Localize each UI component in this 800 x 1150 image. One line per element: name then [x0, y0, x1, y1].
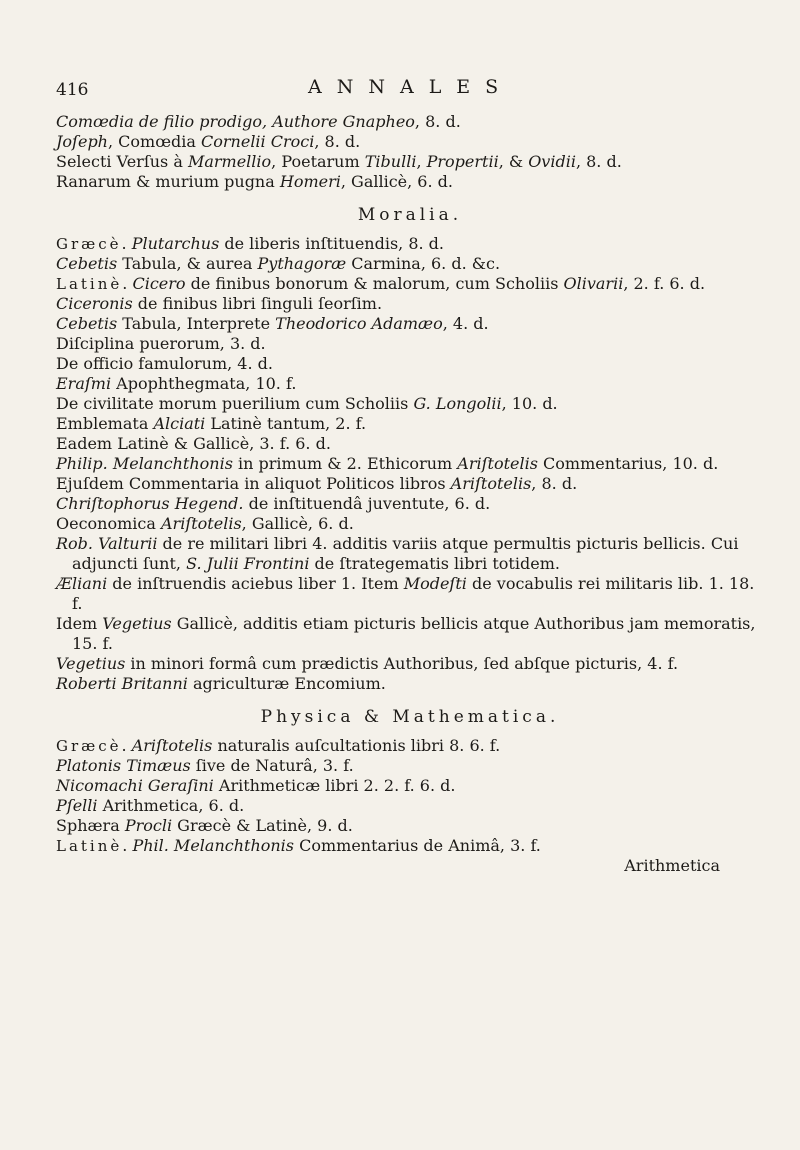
catalog-entry	[56, 614, 764, 654]
page-header	[56, 76, 740, 102]
page-number: 416	[56, 80, 89, 100]
catalog-entry	[56, 514, 764, 534]
catalog-entry	[56, 414, 764, 434]
catalog-entry	[56, 334, 764, 354]
italic-text: Plutarchus	[131, 234, 220, 253]
italic-text: Ariſtotelis	[450, 474, 532, 493]
entry-text: de liberis inſtituendis, 8. d.	[219, 234, 445, 253]
entry-text: Oeconomica	[56, 514, 161, 533]
language-label: Latinè	[56, 275, 123, 293]
catalog-entry	[56, 654, 764, 674]
entry-text: Arithmeticæ libri 2. 2. f. 6. d.	[213, 776, 456, 795]
catalog-entry	[56, 234, 764, 254]
catalog-entry	[56, 756, 764, 776]
italic-text: Nicomachi Geraſini	[56, 776, 214, 795]
entry-text: , Gallicè, 6. d.	[241, 514, 354, 533]
entry-text: Ranarum & murium pugna	[56, 172, 280, 191]
entry-text: de vocabulis rei militaris lib. 1. 18. f.	[72, 574, 755, 613]
catalog-entry	[56, 254, 764, 274]
entry-text: , Poetarum	[271, 152, 365, 171]
section-moralia	[56, 234, 764, 694]
section-physica	[56, 736, 764, 856]
entry-text: de ſtrategematis libri totidem.	[309, 554, 560, 573]
entry-text: , 2. f. 6. d.	[623, 274, 706, 293]
section-title-moralia: Moralia.	[357, 205, 463, 225]
italic-text: Chriſtophorus Hegend.	[56, 494, 244, 513]
italic-text: Procli	[124, 816, 173, 835]
italic-text: Æliani	[56, 574, 108, 593]
entry-text: Selecti Verſus à	[56, 152, 188, 171]
catchword: Arithmetica	[624, 856, 720, 875]
italic-text: Vegetius	[56, 654, 126, 673]
entry-text: Ejuſdem Commentaria in aliquot Politicos libros	[56, 474, 451, 493]
entry-text: Apophthegmata, 10. f.	[111, 374, 297, 393]
italic-text: Propertii	[426, 152, 499, 171]
italic-text: Ariſtotelis	[457, 454, 538, 473]
italic-text: Cicero	[132, 274, 186, 293]
italic-text: Gnapheo	[342, 112, 415, 131]
italic-text: Pythagoræ	[257, 254, 347, 273]
entry-text: Carmina, 6. d. &c.	[346, 254, 501, 273]
entry-text: .	[122, 836, 133, 855]
entry-text: Sphæra	[56, 816, 125, 835]
catalog-entry	[56, 796, 764, 816]
entry-text: Diſciplina puerorum, 3. d.	[56, 334, 266, 353]
entry-text: .	[121, 736, 132, 755]
entry-text: Eadem Latinè & Gallicè, 3. f. 6. d.	[56, 434, 331, 453]
catalog-entry	[56, 534, 764, 574]
italic-text: Alciati	[153, 414, 206, 433]
catalog-entry	[56, 574, 764, 614]
entry-text: Tabula, Interprete	[117, 314, 276, 333]
italic-text: Philip. Melanchthonis	[56, 454, 233, 473]
italic-text: Roberti Britanni	[56, 674, 188, 693]
entry-text: Emblemata	[56, 414, 154, 433]
section-title-physica: Physica & Mathematica.	[260, 707, 560, 727]
entry-text: ,	[416, 152, 427, 171]
catalog-entry	[56, 314, 764, 334]
entry-text: .	[122, 274, 133, 293]
italic-text: Theodorico Adamæo	[275, 314, 443, 333]
italic-text: Vegetius	[102, 614, 172, 633]
entry-text: Idem	[56, 614, 103, 633]
italic-text: Ciceronis	[56, 294, 133, 313]
italic-text: Joſeph	[56, 132, 108, 151]
top-entries	[56, 112, 764, 192]
catalog-entry	[56, 112, 764, 132]
entry-text: Latinè tantum, 2. f.	[205, 414, 367, 433]
entry-text: de re militari libri 4. additis variis atque permultis picturis bellicis. Cui adjuncti ſunt,	[72, 534, 739, 573]
entry-text: De officio famulorum, 4. d.	[56, 354, 273, 373]
entry-text: , 8. d.	[575, 152, 622, 171]
running-title: ANNALES	[308, 76, 514, 98]
entry-text: de finibus libri ſinguli ſeorſim.	[132, 294, 383, 313]
italic-text: G. Longolii	[413, 394, 502, 413]
italic-text: Olivarii	[563, 274, 624, 293]
entry-text: , 8. d.	[414, 112, 461, 131]
italic-text: Ariſtotelis	[161, 514, 242, 533]
italic-text: Cornelii Croci	[201, 132, 315, 151]
italic-text: S. Julii Frontini	[186, 554, 310, 573]
entry-text: , &	[498, 152, 529, 171]
language-label: Græcè	[56, 235, 122, 253]
entry-text: Græcè & Latinè, 9. d.	[172, 816, 353, 835]
catalog-entry	[56, 494, 764, 514]
italic-text: Rob. Valturii	[56, 534, 158, 553]
catalog-entry	[56, 354, 764, 374]
italic-text: Homeri	[279, 172, 341, 191]
italic-text: Pſelli	[56, 796, 98, 815]
italic-text: Modeſti	[403, 574, 467, 593]
catalog-entry	[56, 394, 764, 414]
catalog-entry	[56, 736, 764, 756]
catalog-entry	[56, 454, 764, 474]
catalog-entry	[56, 274, 764, 294]
page-body	[56, 112, 764, 876]
catalog-entry	[56, 816, 764, 836]
catalog-entry	[56, 434, 764, 454]
entry-text: , 8. d.	[531, 474, 578, 493]
entry-text: , 4. d.	[442, 314, 489, 333]
italic-text: Ariſtotelis	[131, 736, 213, 755]
language-label: Latinè	[56, 837, 123, 855]
entry-text: , 8. d.	[314, 132, 361, 151]
entry-text: naturalis auſcultationis libri 8. 6. f.	[212, 736, 501, 755]
catalog-entry	[56, 374, 764, 394]
entry-text: de inſtruendis aciebus liber 1. Item	[107, 574, 404, 593]
entry-text: Arithmetica, 6. d.	[97, 796, 245, 815]
italic-text: Phil. Melanchthonis	[132, 836, 295, 855]
entry-text: agriculturæ Encomium.	[187, 674, 386, 693]
italic-text: Marmellio	[187, 152, 272, 171]
language-label: Græcè	[56, 737, 122, 755]
italic-text: Platonis Timæus	[56, 756, 191, 775]
entry-text: Gallicè, additis etiam picturis bellicis atque Authoribus jam memoratis, 15. f.	[72, 614, 756, 653]
catalog-entry	[56, 836, 764, 856]
italic-text: Cebetis	[56, 254, 118, 273]
entry-text: Commentarius, 10. d.	[537, 454, 719, 473]
catalog-entry	[56, 152, 764, 172]
entry-text: , Comœdia	[107, 132, 202, 151]
entry-text: .	[121, 234, 132, 253]
catalog-entry	[56, 172, 764, 192]
entry-text: De civilitate morum puerilium cum Scholiis	[56, 394, 414, 413]
entry-text: , 10. d.	[501, 394, 558, 413]
italic-text: Tibulli	[364, 152, 417, 171]
entry-text: de inſtituendâ juventute, 6. d.	[243, 494, 491, 513]
catalog-entry	[56, 674, 764, 694]
entry-text: de finibus bonorum & malorum, cum Scholiis	[185, 274, 564, 293]
entry-text: in minori formâ cum prædictis Authoribus, ſed abſque picturis, 4. f.	[125, 654, 679, 673]
italic-text: Comœdia de filio prodigo, Authore	[56, 112, 343, 131]
entry-text: Commentarius de Animâ, 3. f.	[294, 836, 541, 855]
catalog-entry	[56, 776, 764, 796]
italic-text: Ovidii	[528, 152, 576, 171]
entry-text: ſive de Naturâ, 3. f.	[190, 756, 354, 775]
catalog-entry	[56, 474, 764, 494]
italic-text: Cebetis	[56, 314, 118, 333]
catalog-entry	[56, 294, 764, 314]
catalog-entry	[56, 132, 764, 152]
entry-text: in primum & 2. Ethicorum	[232, 454, 458, 473]
entry-text: , Gallicè, 6. d.	[340, 172, 453, 191]
entry-text: Tabula, & aurea	[117, 254, 258, 273]
italic-text: Eraſmi	[56, 374, 112, 393]
